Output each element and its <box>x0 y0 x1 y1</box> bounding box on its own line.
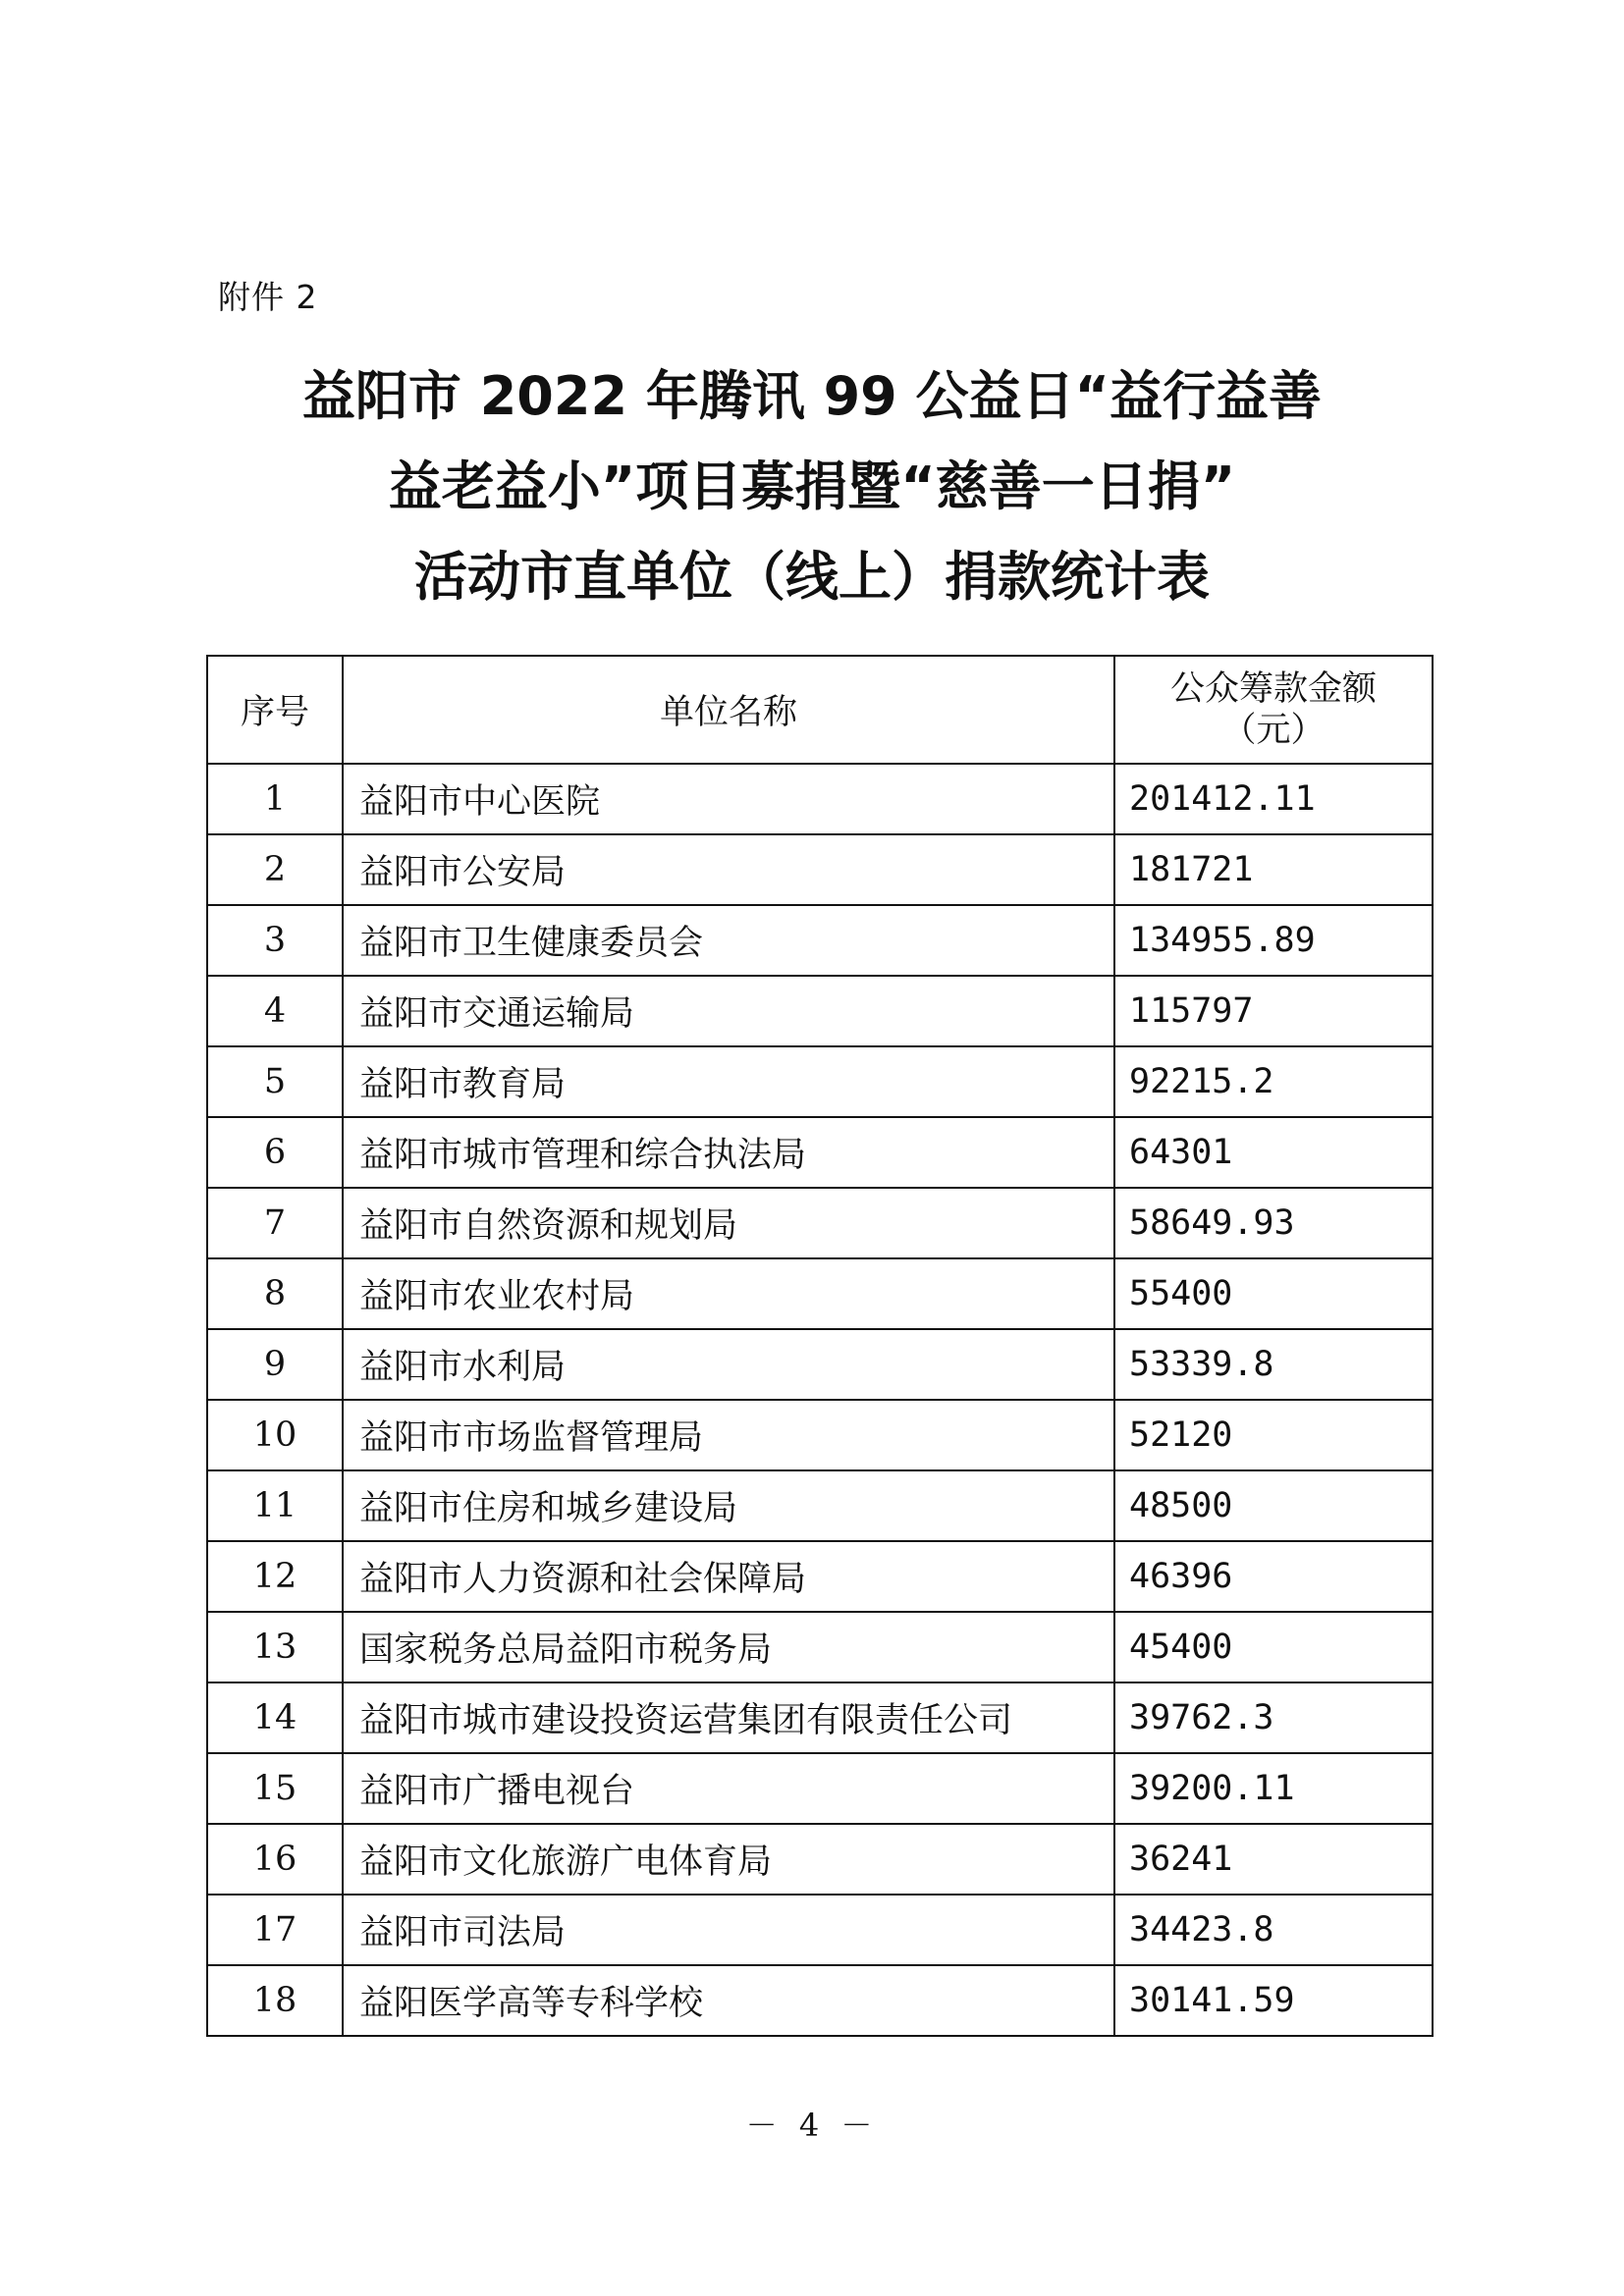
table-row <box>207 1329 1433 1400</box>
row-amount: 39200.11 <box>1114 1753 1433 1824</box>
row-unit-name: 益阳市水利局 <box>343 1329 1114 1400</box>
row-unit-name: 益阳市广播电视台 <box>343 1753 1114 1824</box>
row-amount: 52120 <box>1114 1400 1433 1470</box>
row-unit-name: 益阳市农业农村局 <box>343 1258 1114 1329</box>
table-row <box>207 1400 1433 1470</box>
row-seq: 6 <box>207 1117 343 1188</box>
row-seq: 13 <box>207 1612 343 1682</box>
row-seq: 14 <box>207 1682 343 1753</box>
row-unit-name: 益阳市中心医院 <box>343 764 1114 834</box>
table-row <box>207 1965 1433 2036</box>
row-unit-name: 国家税务总局益阳市税务局 <box>343 1612 1114 1682</box>
table-row <box>207 764 1433 834</box>
row-unit-name: 益阳市教育局 <box>343 1046 1114 1117</box>
row-seq: 16 <box>207 1824 343 1895</box>
table-row <box>207 834 1433 905</box>
header-unit-name: 单位名称 <box>343 656 1114 764</box>
row-seq: 4 <box>207 976 343 1046</box>
title-line-2: 益老益小”项目募捐暨“慈善一日捐” <box>388 455 1236 517</box>
row-amount: 45400 <box>1114 1612 1433 1682</box>
table-row <box>207 976 1433 1046</box>
row-amount: 53339.8 <box>1114 1329 1433 1400</box>
table-row <box>207 1541 1433 1612</box>
row-seq: 15 <box>207 1753 343 1824</box>
row-amount: 46396 <box>1114 1541 1433 1612</box>
row-amount: 30141.59 <box>1114 1965 1433 2036</box>
page-number: － 4 － <box>745 2107 879 2144</box>
row-amount: 115797 <box>1114 976 1433 1046</box>
table-row <box>207 1046 1433 1117</box>
document-title <box>196 351 1428 622</box>
row-unit-name: 益阳市住房和城乡建设局 <box>343 1470 1114 1541</box>
row-amount: 34423.8 <box>1114 1895 1433 1965</box>
row-seq: 1 <box>207 764 343 834</box>
header-seq: 序号 <box>207 656 343 764</box>
row-seq: 17 <box>207 1895 343 1965</box>
row-seq: 10 <box>207 1400 343 1470</box>
table-row <box>207 1117 1433 1188</box>
row-unit-name: 益阳市城市管理和综合执法局 <box>343 1117 1114 1188</box>
row-seq: 8 <box>207 1258 343 1329</box>
table-row <box>207 1258 1433 1329</box>
row-amount: 64301 <box>1114 1117 1433 1188</box>
row-seq: 18 <box>207 1965 343 2036</box>
header-amount <box>1114 656 1433 764</box>
row-seq: 3 <box>207 905 343 976</box>
row-unit-name: 益阳市市场监督管理局 <box>343 1400 1114 1470</box>
row-seq: 7 <box>207 1188 343 1258</box>
row-seq: 2 <box>207 834 343 905</box>
row-unit-name: 益阳市卫生健康委员会 <box>343 905 1114 976</box>
row-unit-name: 益阳市司法局 <box>343 1895 1114 1965</box>
header-amount-line1: 公众筹款金额 <box>1169 669 1377 709</box>
row-seq: 11 <box>207 1470 343 1541</box>
attachment-label: 附件 2 <box>218 278 318 316</box>
title-line-3: 活动市直单位（线上）捐款统计表 <box>414 546 1210 608</box>
row-seq: 9 <box>207 1329 343 1400</box>
row-amount: 48500 <box>1114 1470 1433 1541</box>
row-seq: 12 <box>207 1541 343 1612</box>
row-amount: 181721 <box>1114 834 1433 905</box>
row-amount: 55400 <box>1114 1258 1433 1329</box>
table-body <box>207 764 1433 2036</box>
table-row <box>207 1824 1433 1895</box>
row-amount: 201412.11 <box>1114 764 1433 834</box>
row-amount: 134955.89 <box>1114 905 1433 976</box>
row-unit-name: 益阳市公安局 <box>343 834 1114 905</box>
row-unit-name: 益阳市城市建设投资运营集团有限责任公司 <box>343 1682 1114 1753</box>
header-amount-line2: （元） <box>1221 711 1326 750</box>
table-row <box>207 1753 1433 1824</box>
row-amount: 39762.3 <box>1114 1682 1433 1753</box>
table-row <box>207 1612 1433 1682</box>
table-row <box>207 1682 1433 1753</box>
table-row <box>207 1895 1433 1965</box>
row-unit-name: 益阳市文化旅游广电体育局 <box>343 1824 1114 1895</box>
row-seq: 5 <box>207 1046 343 1117</box>
row-unit-name: 益阳市人力资源和社会保障局 <box>343 1541 1114 1612</box>
row-unit-name: 益阳医学高等专科学校 <box>343 1965 1114 2036</box>
row-unit-name: 益阳市自然资源和规划局 <box>343 1188 1114 1258</box>
row-amount: 58649.93 <box>1114 1188 1433 1258</box>
table-row <box>207 905 1433 976</box>
table-header-row <box>207 656 1433 764</box>
table-row <box>207 1188 1433 1258</box>
donation-table <box>206 655 1434 2037</box>
row-unit-name: 益阳市交通运输局 <box>343 976 1114 1046</box>
title-line-1: 益阳市 2022 年腾讯 99 公益日“益行益善 <box>301 365 1323 427</box>
row-amount: 92215.2 <box>1114 1046 1433 1117</box>
table-row <box>207 1470 1433 1541</box>
row-amount: 36241 <box>1114 1824 1433 1895</box>
